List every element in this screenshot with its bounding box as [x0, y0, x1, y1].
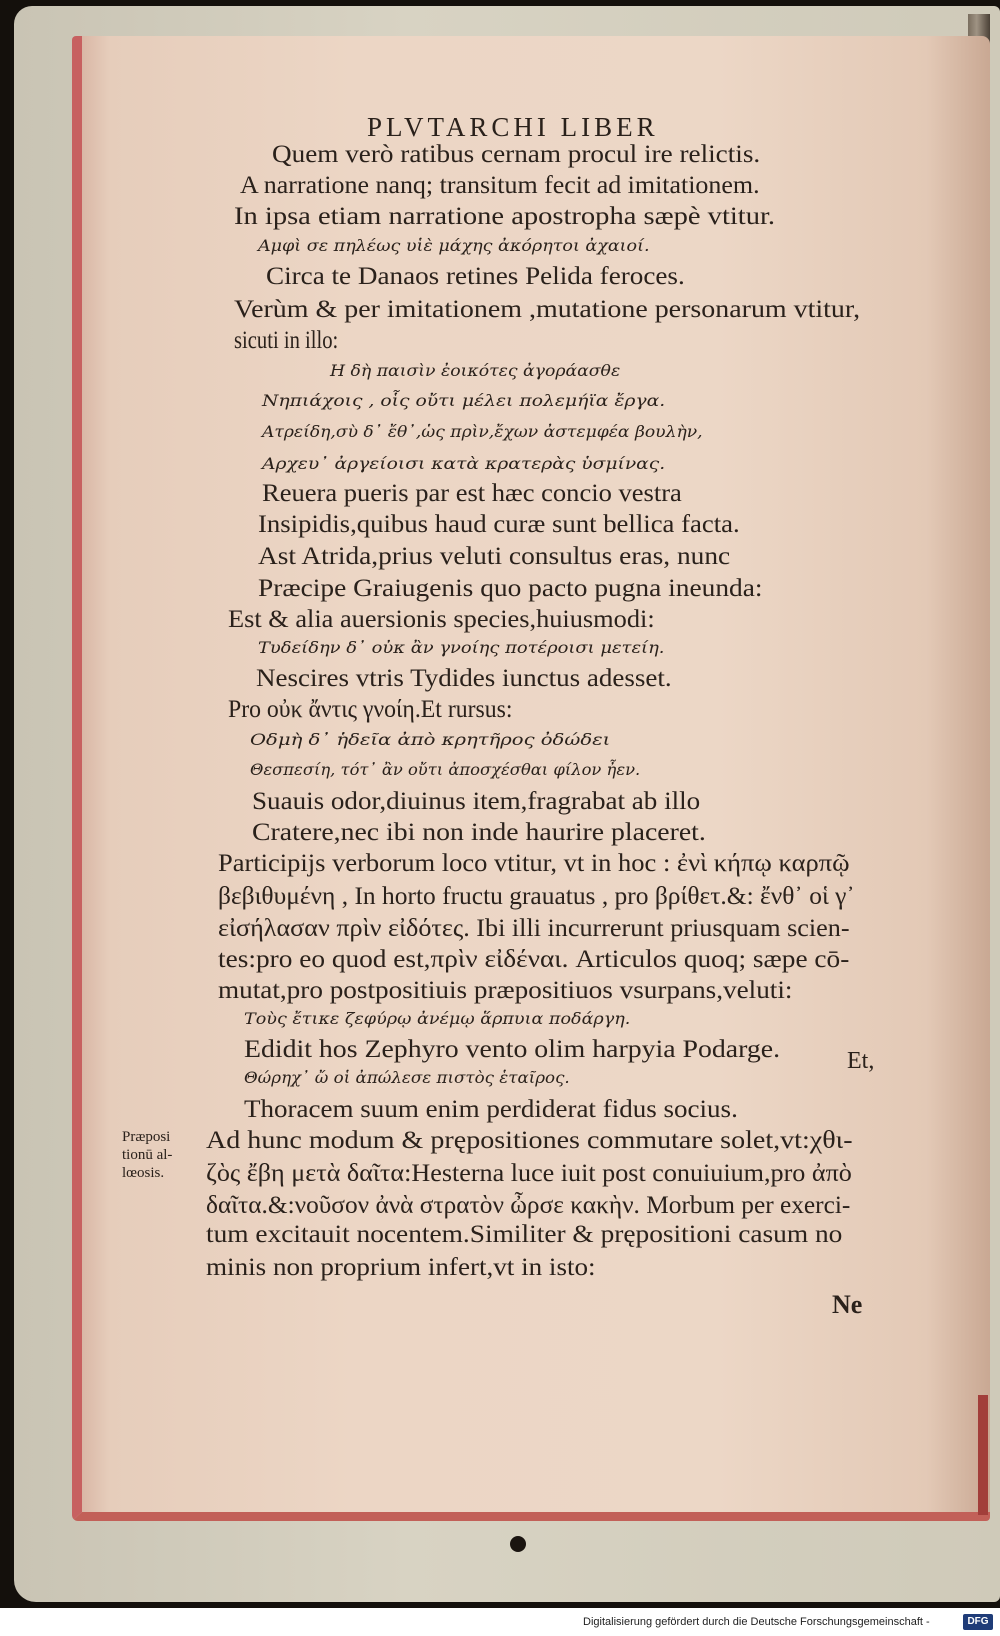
- running-head: PLVTARCHI LIBER: [367, 112, 659, 142]
- margin-note-line: tionū al-: [122, 1147, 173, 1163]
- margin-note-line: lœosis.: [122, 1165, 165, 1181]
- text-line: Verùm & per imitationem ,mutatione personarum vtitur,: [234, 296, 861, 323]
- text-line: Suauis odor,diuinus item,fragrabat ab illo: [252, 788, 701, 815]
- text-line: Νηπιάχοις , οἷς οὔτι μέλει πολεμήϊα ἔργα.: [262, 391, 666, 410]
- text-line: Θεσπεσίη, τότ᾽ ἂν οὔτι ἀποσχέσθαι φίλον ἦεν.: [250, 760, 641, 779]
- text-line: βεβιθυμένη , In horto fructu grauatus , pro βρίθετ.&: ἔνθ᾽ οἱ γ᾽: [218, 883, 855, 910]
- text-line: Quem verò ratibus cernam procul ire relictis.: [272, 141, 761, 168]
- inline-side-word: Et,: [847, 1048, 875, 1074]
- text-line: Τοὺς ἔτικε ζεφύρῳ ἀνέμῳ ἅρπυια ποδάργη.: [244, 1009, 631, 1028]
- text-line: Ατρείδη,σὺ δ᾽ ἔθ᾽,ὡς πρὶν,ἔχων ἀστεμφέα βουλὴν,: [262, 422, 703, 441]
- dfg-badge: DFG: [963, 1614, 993, 1630]
- red-edge-mark: [978, 1395, 988, 1515]
- text-line: εἰσήλασαν πρὶν εἰδότες. Ibi illi incurrerunt priusquam scien-: [218, 915, 850, 942]
- text-line: Præcipe Graiugenis quo pacto pugna ineunda:: [258, 575, 763, 602]
- text-line: tes:pro eo quod est,πρὶν εἰδέναι. Articulos quoq; sæpe cō-: [218, 946, 850, 973]
- text-line: Θώρηχ᾽ ὤ οἱ ἀπώλεσε πιστὸς ἑταῖρος.: [244, 1068, 570, 1087]
- text-line: Insipidis,quibus haud curæ sunt bellica facta.: [258, 511, 740, 538]
- margin-note-line: Præposi: [122, 1129, 171, 1145]
- text-line: minis non proprium infert,vt in isto:: [206, 1254, 596, 1281]
- text-line: Ast Atrida,prius veluti consultus eras, nunc: [258, 543, 731, 570]
- text-line: Pro οὐκ ἄντις γνοίη.Et rursus:: [228, 696, 513, 723]
- catchword: Ne: [832, 1290, 863, 1319]
- text-line: Thoracem suum enim perdiderat fidus socius.: [244, 1096, 738, 1123]
- text-line: Ad hunc modum & prępositiones commutare solet,vt:χθι-: [206, 1127, 853, 1154]
- binding-hole: [510, 1536, 526, 1552]
- footer-credit: Digitalisierung gefördert durch die Deutsche Forschungsgemeinschaft -: [583, 1616, 930, 1628]
- text-line: Οδμὴ δ᾽ ἡδεῖα ἀπὸ κρητῆρος ὀδώδει: [250, 730, 611, 749]
- text-line: Τυδείδην δ᾽ οὐκ ἂν γνοίης ποτέροισι μετείη.: [258, 638, 665, 657]
- text-line: In ipsa etiam narratione apostropha sæpè vtitur.: [234, 203, 776, 230]
- text-line: Nescires vtris Tydides iunctus adesset.: [256, 665, 672, 692]
- text-line: Circa te Danaos retines Pelida feroces.: [266, 263, 685, 290]
- text-line: sicuti in illo:: [234, 327, 339, 354]
- text-line: Η δὴ παισὶν ἐοικότες ἀγοράασθε: [330, 361, 621, 380]
- text-line: δαῖτα.&:νοῦσον ἀνὰ στρατὸν ὦρσε κακὴν. Morbum per exerci-: [206, 1192, 851, 1219]
- text-line: Est & alia auersionis species,huiusmodi:: [228, 606, 655, 633]
- text-line: Edidit hos Zephyro vento olim harpyia Podarge.: [244, 1036, 781, 1063]
- text-line: Reuera pueris par est hæc concio vestra: [262, 480, 682, 507]
- text-line: Αμφὶ σε πηλέως υἱὲ μάχης ἀκόρητοι ἀχαιοί.: [258, 236, 650, 255]
- text-line: ζὸς ἔβη μετὰ δαῖτα:Hesterna luce iuit post conuiuium,pro ἀπὸ: [206, 1160, 852, 1187]
- text-line: A narratione nanq; transitum fecit ad imitationem.: [240, 172, 760, 199]
- margin-note: [122, 1128, 212, 1182]
- text-line: tum excitauit nocentem.Similiter & prępositioni casum no: [206, 1221, 843, 1248]
- text-line: Participijs verborum loco vtitur, vt in hoc : ἐνὶ κήπῳ καρπῷ: [218, 850, 850, 877]
- text-line: mutat,pro postpositiuis præpositiuos vsurpans,veluti:: [218, 977, 793, 1004]
- text-line: Cratere,nec ibi non inde haurire placeret.: [252, 819, 706, 846]
- text-line: Αρχευ᾽ ἀργείοισι κατὰ κρατερὰς ὑσμίνας.: [262, 454, 666, 473]
